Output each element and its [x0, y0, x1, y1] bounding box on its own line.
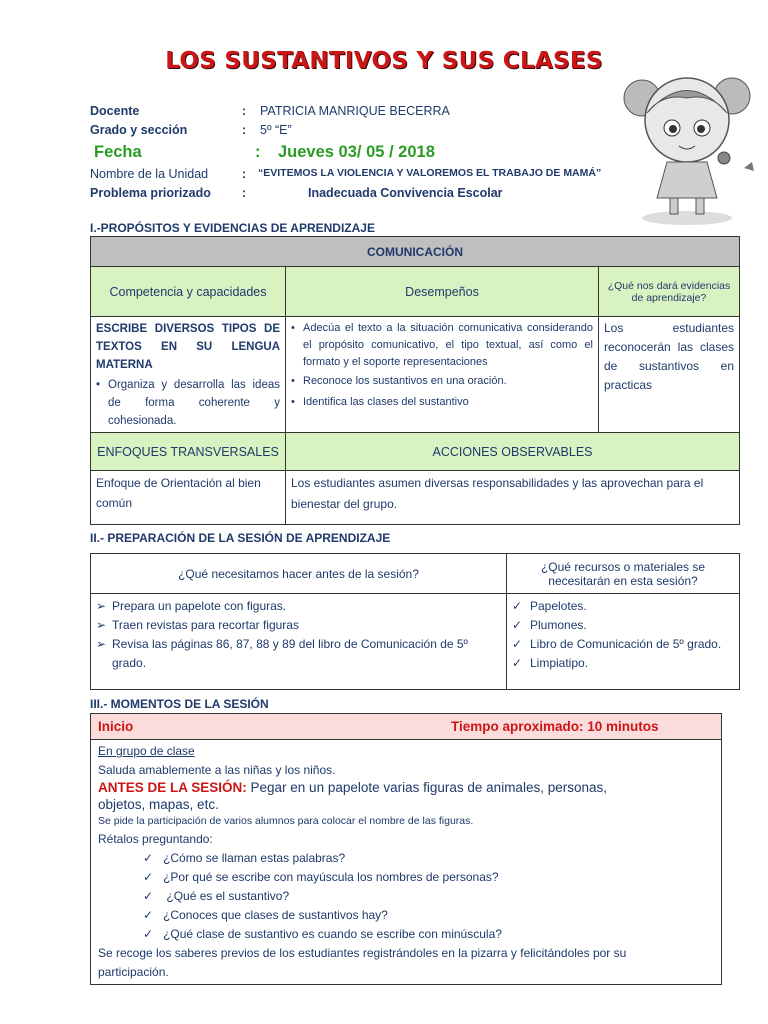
recurso-item: Plumones.: [530, 618, 587, 632]
desempenos-header: Desempeños: [286, 267, 599, 317]
check-icon: ✓: [143, 889, 154, 903]
desempeno-item: Identifica las clases del sustantivo: [303, 396, 469, 408]
fecha-label: Fecha: [94, 143, 142, 161]
competencia-header: Competencia y capacidades: [91, 267, 286, 317]
desempeno-item: Adecúa el texto a la situación comunicativa considerando el propósito comunicativo, el tipo textual, así como el formato y el soporte representaciones: [303, 322, 593, 368]
accion-text: Los estudiantes asumen diversas responsabilidades y las aprovechan para el bienestar del grupo.: [286, 471, 740, 525]
evidencia-text: Los estudiantes reconocerán las clases de sustantivos en practicas: [599, 317, 740, 433]
check-icon: ✓: [512, 656, 523, 670]
antes-sesion-label: ANTES DE LA SESIÓN:: [98, 780, 247, 795]
page-title: LOS SUSTANTIVOS Y SUS CLASES: [165, 48, 603, 74]
section1-heading: I.-PROPÓSITOS Y EVIDENCIAS DE APRENDIZAJE: [90, 221, 375, 235]
problema-label: Problema priorizado: [90, 186, 211, 200]
recurso-item: Limpiatipo.: [530, 656, 589, 670]
desempeno-item: Reconoce los sustantivos en una oración.: [303, 375, 507, 387]
grupo-label: En grupo de clase: [98, 744, 195, 758]
unidad-label: Nombre de la Unidad: [90, 167, 209, 181]
girl-illustration: [612, 58, 762, 228]
check-icon: ✓: [512, 637, 523, 651]
area-header: COMUNICACIÓN: [91, 237, 740, 267]
pregunta-item: ¿Cómo se llaman estas palabras?: [163, 851, 346, 865]
evidencias-header: ¿Qué nos dará evidencias de aprendizaje?: [599, 267, 740, 317]
momentos-box: [90, 713, 722, 985]
problema-value: Inadecuada Convivencia Escolar: [308, 186, 503, 200]
tiempo-label: Tiempo aproximado: 10 minutos: [451, 719, 659, 734]
grado-label: Grado y sección: [90, 123, 188, 137]
capacidad-text: Organiza y desarrolla las ideas de forma coherente y cohesionada.: [108, 379, 280, 427]
docente-value: PATRICIA MANRIQUE BECERRA: [260, 104, 450, 118]
arrow-bullet-icon: ➢: [96, 618, 107, 632]
fecha-value: Jueves 03/ 05 / 2018: [278, 143, 435, 161]
bullet-icon: •: [96, 379, 101, 391]
docente-label: Docente: [90, 104, 140, 118]
inicio-label: Inicio: [98, 719, 134, 734]
unidad-value: “EVITEMOS LA VIOLENCIA Y VALOREMOS EL TRABAJO DE MAMÁ”: [258, 167, 602, 179]
grado-value: 5º “E”: [260, 123, 292, 137]
pregunta-item: ¿Qué clase de sustantivo es cuando se escribe con minúscula?: [163, 927, 502, 941]
recoge-text: Se recoge los saberes previos de los estudiantes registrándoles en la pizarra y felicitándoles por su: [98, 946, 627, 960]
arrow-bullet-icon: ➢: [96, 637, 107, 651]
colon: :: [242, 167, 247, 181]
check-icon: ✓: [512, 599, 523, 613]
pregunta-item: ¿Conoces que clases de sustantivos hay?: [163, 908, 388, 922]
section3-heading: III.- MOMENTOS DE LA SESIÓN: [90, 697, 269, 711]
preparacion-table: [90, 553, 740, 690]
recurso-item: Papelotes.: [530, 599, 587, 613]
bullet-icon: •: [291, 375, 295, 387]
retalos-text: Rétalos preguntando:: [98, 832, 213, 846]
competencia-text: ESCRIBE DIVERSOS TIPOS DE TEXTOS EN SU LENGUA MATERNA: [96, 323, 280, 371]
check-icon: ✓: [143, 870, 154, 884]
recurso-item: Libro de Comunicación de 5º grado.: [530, 637, 722, 651]
pregunta-item: ¿Por qué se escribe con mayúscula los nombres de personas?: [163, 870, 499, 884]
enfoques-header: ENFOQUES TRANSVERSALES: [91, 433, 286, 471]
recursos-header: ¿Qué recursos o materiales se necesitarán en esta sesión?: [507, 554, 740, 594]
colon: :: [242, 123, 247, 137]
section2-heading: II.- PREPARACIÓN DE LA SESIÓN DE APRENDIZAJE: [90, 531, 391, 545]
inicio-bar: [91, 714, 721, 740]
colon: :: [242, 104, 247, 118]
bullet-icon: •: [291, 322, 295, 334]
recoge-text2: participación.: [98, 965, 169, 979]
check-icon: ✓: [143, 927, 154, 941]
check-icon: ✓: [512, 618, 523, 632]
antes-item: Prepara un papelote con figuras.: [112, 599, 287, 613]
antes-item: Traen revistas para recortar figuras: [112, 618, 299, 632]
pregunta-item: ¿Qué es el sustantivo?: [163, 889, 290, 903]
saluda-text: Saluda amablemente a las niñas y los niños.: [98, 763, 336, 777]
antes-sesion-text2: objetos, mapas, etc.: [98, 797, 219, 812]
participacion-text: Se pide la participación de varios alumnos para colocar el nombre de las figuras.: [98, 815, 474, 827]
colon: :: [242, 186, 247, 200]
check-icon: ✓: [143, 908, 154, 922]
antes-sesion-text: Pegar en un papelote varias figuras de animales, personas,: [246, 780, 607, 795]
acciones-header: ACCIONES OBSERVABLES: [286, 433, 740, 471]
propositos-table: [90, 236, 740, 525]
enfoque-text: Enfoque de Orientación al bien común: [91, 471, 286, 525]
bullet-icon: •: [291, 396, 295, 408]
antes-item: Revisa las páginas 86, 87, 88 y 89 del libro de Comunicación de 5º grado.: [112, 637, 468, 670]
colon: :: [255, 143, 261, 161]
check-icon: ✓: [143, 851, 154, 865]
arrow-bullet-icon: ➢: [96, 599, 107, 613]
antes-header: ¿Qué necesitamos hacer antes de la sesión?: [91, 554, 507, 594]
